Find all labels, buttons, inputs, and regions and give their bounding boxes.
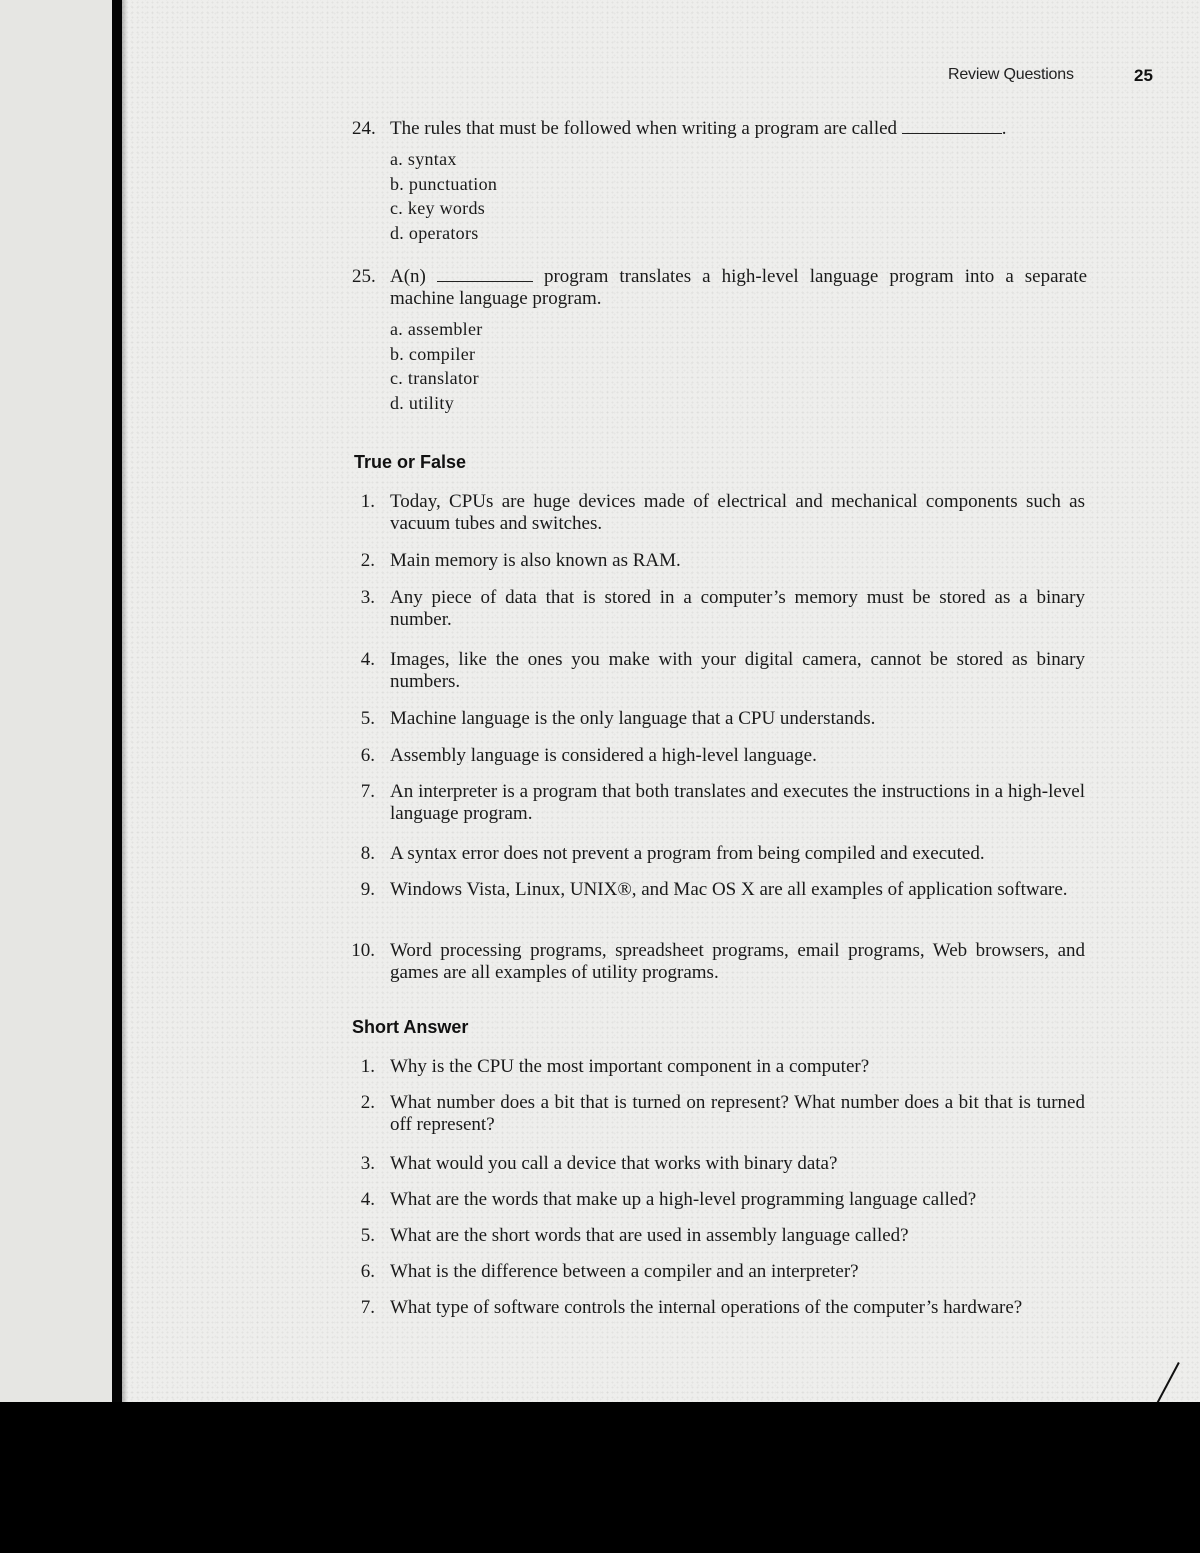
book-spine bbox=[112, 0, 122, 1402]
item-text: What are the words that make up a high-level programming language called? bbox=[390, 1189, 977, 1210]
page-corner-mark bbox=[1155, 1362, 1179, 1405]
item-text: What is the difference between a compiler and an interpreter? bbox=[390, 1261, 859, 1282]
true-false-item bbox=[350, 879, 1085, 901]
stem-text: The rules that must be followed when writing a program are called bbox=[390, 118, 898, 139]
option-b: b. punctuation bbox=[390, 173, 498, 194]
stem-text: A(n) bbox=[390, 266, 426, 287]
item-number: 8. bbox=[360, 843, 375, 864]
short-answer-item bbox=[350, 1225, 1085, 1247]
short-answer-item bbox=[350, 1261, 1085, 1283]
item-text: Any piece of data that is stored in a computer’s memory must be stored as a binary number. bbox=[390, 587, 1085, 630]
item-number: 7. bbox=[360, 1297, 375, 1318]
short-answer-item bbox=[350, 1056, 1085, 1078]
section-heading-true-false: True or False bbox=[354, 452, 467, 472]
item-text: Images, like the ones you make with your digital camera, cannot be stored as binary numbers. bbox=[390, 649, 1085, 692]
item-number: 10. bbox=[351, 940, 375, 961]
true-false-item bbox=[350, 745, 1085, 767]
item-number: 1. bbox=[360, 491, 375, 512]
item-text: What type of software controls the internal operations of the computer’s hardware? bbox=[390, 1297, 1023, 1318]
answer-blank bbox=[902, 119, 1002, 134]
mc-question-25 bbox=[352, 266, 1087, 415]
true-false-item bbox=[350, 940, 1085, 984]
short-answer-item bbox=[350, 1153, 1085, 1175]
item-text: What would you call a device that works with binary data? bbox=[390, 1153, 838, 1174]
item-text: A syntax error does not prevent a program from being compiled and executed. bbox=[390, 843, 985, 864]
option-c: c. translator bbox=[390, 368, 479, 388]
short-answer-item bbox=[350, 1189, 1085, 1211]
mc-question-24 bbox=[352, 118, 1087, 245]
item-number: 7. bbox=[360, 781, 375, 802]
stem-end: program translates a high-level language program into a separate machine language program. bbox=[390, 266, 1088, 309]
item-text: Today, CPUs are huge devices made of electrical and mechanical components such as vacuum tubes and switches. bbox=[390, 491, 1085, 534]
answer-blank bbox=[437, 267, 533, 282]
running-head: Review Questions bbox=[948, 66, 1074, 83]
item-text: Machine language is the only language that a CPU understands. bbox=[390, 708, 876, 729]
item-number: 5. bbox=[360, 1225, 375, 1246]
stem-end: . bbox=[1001, 118, 1007, 139]
true-false-item bbox=[350, 550, 1085, 572]
true-false-item bbox=[350, 781, 1085, 825]
item-text: What number does a bit that is turned on represent? What number does a bit that is turned off represent? bbox=[390, 1092, 1085, 1135]
short-answer-item bbox=[350, 1297, 1085, 1319]
item-number: 4. bbox=[360, 1189, 375, 1210]
section-heading-short-answer: Short Answer bbox=[352, 1017, 469, 1037]
scan-background bbox=[0, 1402, 1200, 1553]
true-false-item bbox=[350, 587, 1085, 631]
answer-options bbox=[390, 147, 1087, 245]
true-false-item bbox=[350, 843, 1085, 865]
option-d: d. utility bbox=[390, 392, 455, 413]
item-text: An interpreter is a program that both translates and executes the instructions in a high-level language program. bbox=[390, 781, 1085, 824]
option-c: c. key words bbox=[390, 198, 486, 218]
true-false-item bbox=[350, 649, 1085, 693]
item-number: 3. bbox=[360, 587, 375, 608]
item-number: 2. bbox=[360, 1092, 375, 1113]
item-number: 6. bbox=[360, 745, 375, 766]
option-b: b. compiler bbox=[390, 343, 476, 364]
option-d: d. operators bbox=[390, 222, 479, 243]
item-number: 2. bbox=[360, 550, 375, 571]
question-number: 25. bbox=[352, 266, 376, 287]
item-text: Assembly language is considered a high-level language. bbox=[390, 745, 817, 766]
item-text: Windows Vista, Linux, UNIX®, and Mac OS X are all examples of application software. bbox=[390, 879, 1068, 900]
question-stem bbox=[390, 118, 1087, 140]
item-text: Main memory is also known as RAM. bbox=[390, 550, 681, 571]
answer-options bbox=[390, 317, 1087, 415]
question-stem bbox=[390, 266, 1087, 310]
item-text: What are the short words that are used in assembly language called? bbox=[390, 1225, 909, 1246]
option-a: a. syntax bbox=[390, 149, 457, 169]
item-number: 6. bbox=[360, 1261, 375, 1282]
item-number: 1. bbox=[360, 1056, 375, 1077]
left-page-margin bbox=[0, 0, 112, 1402]
option-a: a. assembler bbox=[390, 319, 483, 339]
item-number: 9. bbox=[360, 879, 375, 900]
spine-shadow bbox=[122, 0, 128, 1402]
item-text: Why is the CPU the most important component in a computer? bbox=[390, 1056, 870, 1077]
page-number: 25 bbox=[1134, 66, 1153, 85]
question-number: 24. bbox=[352, 118, 376, 139]
true-false-item bbox=[350, 491, 1085, 535]
short-answer-item bbox=[350, 1092, 1085, 1136]
item-text: Word processing programs, spreadsheet programs, email programs, Web browsers, and games are all examples of utility programs. bbox=[390, 940, 1085, 983]
true-false-item bbox=[350, 708, 1085, 730]
item-number: 5. bbox=[360, 708, 375, 729]
item-number: 4. bbox=[360, 649, 375, 670]
item-number: 3. bbox=[360, 1153, 375, 1174]
